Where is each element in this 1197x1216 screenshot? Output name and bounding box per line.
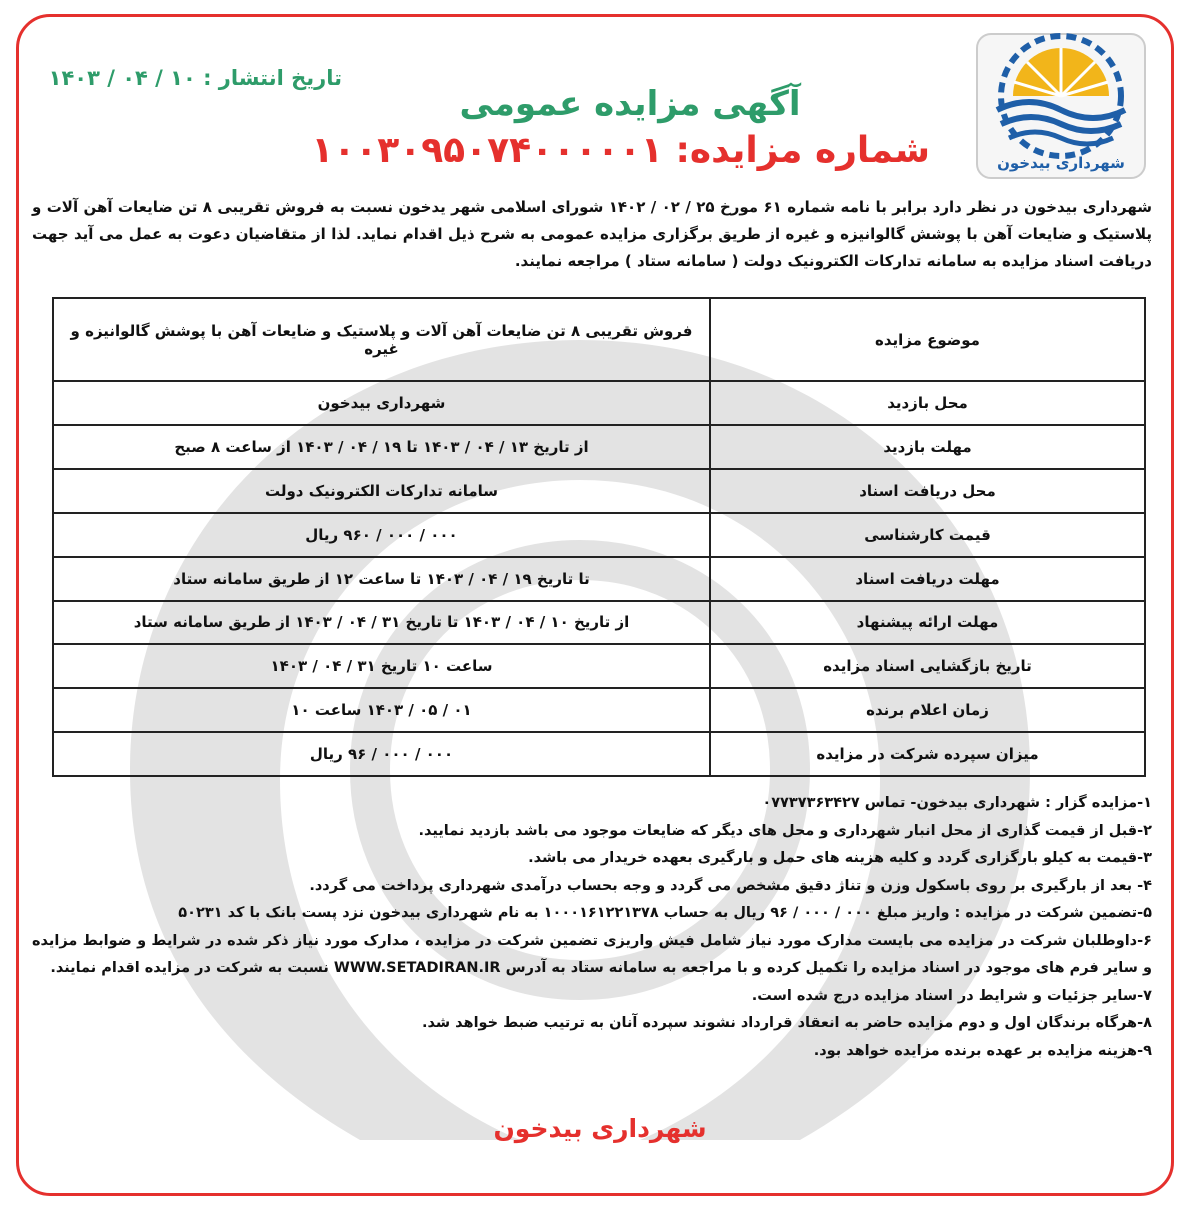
condition-item: ۱-مزایده گزار : شهرداری بیدخون- تماس ۰۷۷۳۷۳۶۳۴۲۷ xyxy=(762,795,1152,811)
row-label: قیمت کارشناسی xyxy=(710,513,1145,557)
table-row xyxy=(53,557,1145,601)
intro-paragraph: شهرداری بیدخون در نظر دارد برابر با نامه شماره ۶۱ مورخ ۲۵ / ۰۲ / ۱۴۰۲ شورای اسلامی شهر یدخون نسبت به فروش تقریبی ۸ تن ضایعات آهن آلات و پلاستیک و ضایعات آهن با پوشش گالوانیزه و غیره از طریق برگزاری مزایده عمومی به شرح ذیل اقدام نماید. لذا از متقاضیان دعوت به عمل می آید جهت دریافت اسناد مزایده به سامانه تدارکات الکترونیک دولت ( سامانه ستاد ) مراجعه نمایند. xyxy=(32,198,1152,270)
page-title: آگهی مزایده عمومی xyxy=(459,84,801,124)
auction-details-table xyxy=(52,297,1146,777)
condition-item: ۹-هزینه مزایده بر عهده برنده مزایده خواهد بود. xyxy=(813,1042,1152,1059)
condition-item: ۳-قیمت به کیلو بارگزاری گردد و کلیه هزینه های حمل و بارگیری بعهده خریدار می باشد. xyxy=(528,850,1152,866)
row-value: از تاریخ ۱۳ / ۰۴ / ۱۴۰۳ تا ۱۹ / ۰۴ / ۱۴۰۳ از ساعت ۸ صبح xyxy=(53,425,710,469)
condition-item: ۸-هرگاه برندگان اول و دوم مزایده حاضر به انعقاد قرارداد نشوند سپرده آنان به ترتیب ضبط خواهد شد. xyxy=(421,1015,1152,1031)
logo-text: شهرداری بیدخون xyxy=(997,154,1125,172)
condition-item: ۶-داوطلبان شرکت در مزایده می بایست مدارک مورد نیاز شامل فیش واریزی تضمین شرکت در مزایده ، مدارک مورد نیاز ذکر شده در شرایط و ضوابط مزایده و سایر فرم های موجود در اسناد مزایده را تکمیل کرده و با مراجعه به سامانه ستاد به آدرس WWW.SETADIRAN.IR نسبت به شرکت در مزایده اقدام نمایند. xyxy=(32,932,1152,976)
row-value: شهرداری بیدخون xyxy=(53,381,710,425)
condition-item: ۵-تضمین شرکت در مزایده : واریز مبلغ ۰۰۰ / ۰۰۰ / ۹۶ ریال به حساب ۱۰۰۰۱۶۱۲۲۱۳۷۸ به نام شهرداری بیدخون نزد پست بانک با کد ۵۰۲۳۱ xyxy=(178,905,1152,921)
table-row xyxy=(53,513,1145,557)
table-row xyxy=(53,469,1145,513)
signature: شهرداری بیدخون xyxy=(493,1114,707,1143)
auction-number: شماره مزایده: ۱۰۰۳۰۹۵۰۷۴۰۰۰۰۰۱ xyxy=(311,130,930,171)
row-label: زمان اعلام برنده xyxy=(710,688,1145,732)
row-value: ۰۰۰ / ۰۰۰ / ۹۶ ریال xyxy=(53,732,710,776)
row-label: میزان سپرده شرکت در مزایده xyxy=(710,732,1145,776)
table-row xyxy=(53,425,1145,469)
table-row xyxy=(53,381,1145,425)
condition-item: ۴- بعد از بارگیری بر روی باسکول وزن و تناژ دقیق مشخص می گردد و وجه بحساب درآمدی شهرداری پرداخت می گردد. xyxy=(309,877,1152,894)
row-label: محل دریافت اسناد xyxy=(710,469,1145,513)
row-label: مهلت دریافت اسناد xyxy=(710,557,1145,601)
row-value: سامانه تدارکات الکترونیک دولت xyxy=(53,469,710,513)
row-label: موضوع مزایده xyxy=(710,298,1145,381)
row-value: از تاریخ ۱۰ / ۰۴ / ۱۴۰۳ تا تاریخ ۳۱ / ۰۴ / ۱۴۰۳ از طریق سامانه ستاد xyxy=(53,601,710,645)
row-label: محل بازدید xyxy=(710,381,1145,425)
bidkhoon-municipality-logo xyxy=(973,30,1149,182)
table-row xyxy=(53,644,1145,688)
row-value: تا تاریخ ۱۹ / ۰۴ / ۱۴۰۳ تا ساعت ۱۲ از طریق سامانه ستاد xyxy=(53,557,710,601)
conditions-list xyxy=(32,790,1152,1065)
condition-item: ۲-قبل از قیمت گذاری از محل انبار شهرداری و محل های دیگر که ضایعات موجود می باشد بازدید نمایید. xyxy=(418,822,1152,839)
table-row xyxy=(53,688,1145,732)
table-row xyxy=(53,732,1145,776)
table-row xyxy=(53,601,1145,645)
row-value: ۰۱ / ۰۵ / ۱۴۰۳ ساعت ۱۰ xyxy=(53,688,710,732)
row-label: مهلت ارائه پیشنهاد xyxy=(710,601,1145,645)
row-label: تاریخ بازگشایی اسناد مزایده xyxy=(710,644,1145,688)
condition-item: ۷-سایر جزئیات و شرایط در اسناد مزایده درج شده است. xyxy=(751,987,1152,1004)
row-value: ۰۰۰ / ۰۰۰ / ۹۶۰ ریال xyxy=(53,513,710,557)
row-label: مهلت بازدید xyxy=(710,425,1145,469)
publication-date: تاریخ انتشار : ۱۰ / ۰۴ / ۱۴۰۳ xyxy=(48,66,342,90)
row-value: فروش تقریبی ۸ تن ضایعات آهن آلات و پلاستیک و ضایعات آهن با پوشش گالوانیزه و غیره xyxy=(53,298,710,381)
row-value: ساعت ۱۰ تاریخ ۳۱ / ۰۴ / ۱۴۰۳ xyxy=(53,644,710,688)
table-row xyxy=(53,298,1145,381)
